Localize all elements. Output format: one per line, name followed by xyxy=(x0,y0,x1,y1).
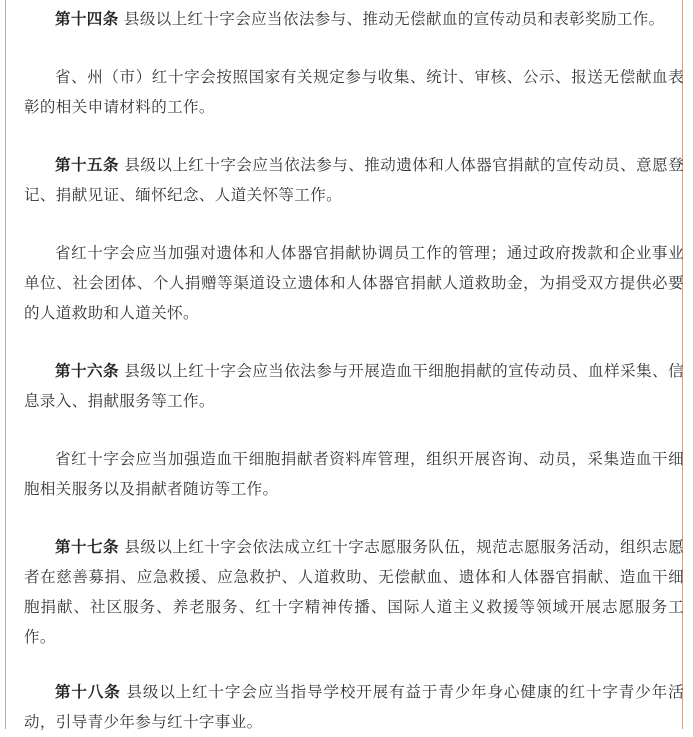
article-18-text: 县级以上红十字会应当指导学校开展有益于青少年身心健康的红十字青少年活动，引导青少年参与红十字事业。 xyxy=(24,683,684,731)
article-16-heading: 第十六条 xyxy=(55,362,119,380)
article-16 xyxy=(24,356,684,416)
paragraph-gap xyxy=(24,210,684,238)
article-frame xyxy=(5,0,683,729)
article-17-heading: 第十七条 xyxy=(55,538,119,556)
article-17 xyxy=(24,532,684,652)
paragraph-gap xyxy=(24,652,684,677)
article-14-heading: 第十四条 xyxy=(55,10,119,28)
article-14 xyxy=(24,4,684,34)
article-15-followup: 省红十字会应当加强对遗体和人体器官捐献协调员工作的管理；通过政府拨款和企业事业单位、社会团体、个人捐赠等渠道设立遗体和人体器官捐献人道救助金，为捐受双方提供必要的人道救助和人道关怀。 xyxy=(24,244,684,322)
paragraph-gap xyxy=(24,122,684,150)
paragraph-gap xyxy=(24,416,684,444)
article-18 xyxy=(24,677,684,737)
article-16-text: 县级以上红十字会应当依法参与开展造血干细胞捐献的宣传动员、血样采集、信息录入、捐献服务等工作。 xyxy=(24,362,684,410)
paragraph-gap xyxy=(24,328,684,356)
article-body xyxy=(24,4,684,737)
article-15 xyxy=(24,150,684,210)
article-16-followup: 省红十字会应当加强造血干细胞捐献者资料库管理，组织开展咨询、动员，采集造血干细胞相关服务以及捐献者随访等工作。 xyxy=(24,450,684,498)
paragraph-gap xyxy=(24,504,684,532)
paragraph-gap xyxy=(24,34,684,62)
article-15-heading: 第十五条 xyxy=(55,156,119,174)
article-17-text: 县级以上红十字会依法成立红十字志愿服务队伍，规范志愿服务活动，组织志愿者在慈善募捐、应急救援、应急救护、人道救助、无偿献血、遗体和人体器官捐献、造血干细胞捐献、社区服务、养老服务、红十字精神传播、国际人道主义救援等领域开展志愿服务工作。 xyxy=(24,538,684,646)
article-18-heading: 第十八条 xyxy=(55,683,121,701)
article-15-text: 县级以上红十字会应当依法参与、推动遗体和人体器官捐献的宣传动员、意愿登记、捐献见证、缅怀纪念、人道关怀等工作。 xyxy=(24,156,684,204)
article-14-followup: 省、州（市）红十字会按照国家有关规定参与收集、统计、审核、公示、报送无偿献血表彰的相关申请材料的工作。 xyxy=(24,68,684,116)
article-14-text: 县级以上红十字会应当依法参与、推动无偿献血的宣传动员和表彰奖励工作。 xyxy=(118,10,665,28)
